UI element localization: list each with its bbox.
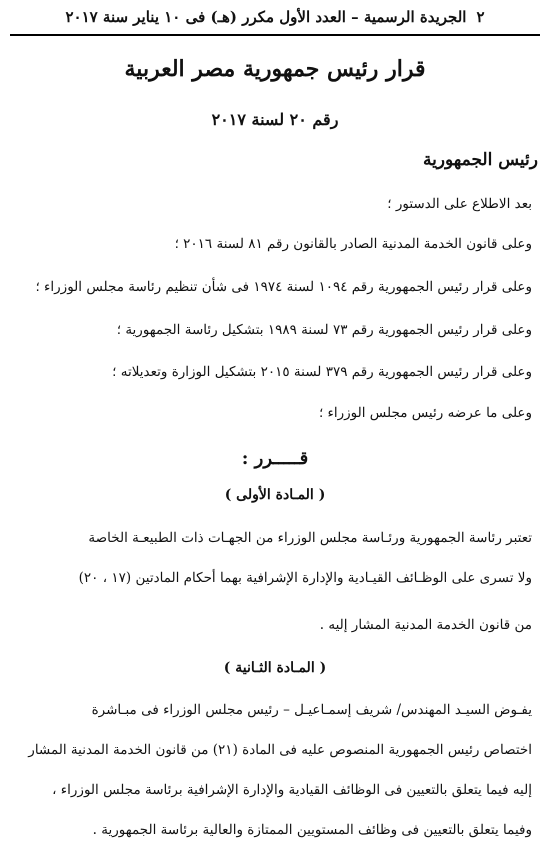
article-line: تعتبر رئاسة الجمهورية ورئـاسة مجلس الوزراء من الجهـات ذات الطبيعـة الخاصة xyxy=(88,530,532,546)
article-heading: ( المـادة الثـانية ) xyxy=(223,660,327,676)
preamble-line: وعلى قرار رئيس الجمهورية رقم ٧٣ لسنة ١٩٨٩ بتشكيل رئاسة الجمهورية ؛ xyxy=(116,322,532,338)
article-line: ولا تسرى على الوظـائف القيـادية والإدارة الإشرافية بهما أحكام المادتين (١٧ ، ٢٠) xyxy=(78,570,532,586)
article-line: إليه فيما يتعلق بالتعيين فى الوظائف القيادية والإدارة الإشرافية برئاسة مجلس الوزراء ، xyxy=(52,782,532,798)
article-line: يفـوض السيـد المهندس/ شريف إسمـاعيـل – رئيس مجلس الوزراء فى مبـاشرة xyxy=(91,702,532,718)
preamble-line: وعلى ما عرضه رئيس مجلس الوزراء ؛ xyxy=(318,405,532,421)
issuer-heading: رئيس الجمهورية xyxy=(422,150,538,170)
preamble-line: وعلى قرار رئيس الجمهورية رقم ١٠٩٤ لسنة ١٩٧٤ فى شأن تنظيم رئاسة مجلس الوزراء ؛ xyxy=(35,279,532,295)
decree-title: قرار رئيس جمهورية مصر العربية xyxy=(124,56,426,82)
preamble-line: وعلى قرار رئيس الجمهورية رقم ٣٧٩ لسنة ٢٠١٥ بتشكيل الوزارة وتعديلاته ؛ xyxy=(112,364,532,380)
article-heading: ( المـادة الأولى ) xyxy=(224,487,326,503)
preamble-line: وعلى قانون الخدمة المدنية الصادر بالقانون رقم ٨١ لسنة ٢٠١٦ ؛ xyxy=(174,236,532,252)
header-divider xyxy=(10,34,540,36)
decree-number: رقم ٢٠ لسنة ٢٠١٧ xyxy=(211,110,339,129)
page-number: ٢ xyxy=(476,8,485,26)
article-line: من قانون الخدمة المدنية المشار إليه . xyxy=(319,617,532,633)
article-line: وفيما يتعلق بالتعيين فى وظائف المستويين الممتازة والعالية برئاسة الجمهورية . xyxy=(92,822,532,838)
article-line: اختصاص رئيس الجمهورية المنصوص عليه فى المادة (٢١) من قانون الخدمة المدنية المشار xyxy=(28,742,532,758)
decided-label: قـــــرر : xyxy=(241,448,309,469)
running-title: الجريدة الرسمية – العدد الأول مكرر (هـ) فى ١٠ يناير سنة ٢٠١٧ xyxy=(65,8,467,26)
preamble-line: بعد الاطلاع على الدستور ؛ xyxy=(387,196,532,212)
page-header xyxy=(12,2,538,32)
